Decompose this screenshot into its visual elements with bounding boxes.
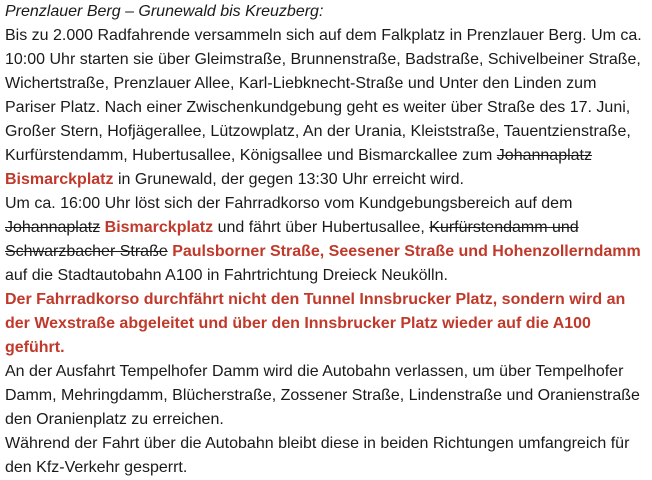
deleted-text: Schwarzbacher Straße — [5, 243, 168, 260]
text-line: Der Fahrradkorso durchfährt nicht den Tunnel Innsbrucker Platz, sondern wird an — [5, 291, 626, 308]
start-paragraph — [5, 24, 647, 192]
text-line: den Oranienplatz zu erreichen. — [5, 411, 224, 428]
text-line: Damm, Mehringdamm, Blücherstraße, Zossener Straße, Lindenstraße und Oranienstraße — [5, 387, 640, 404]
closure-paragraph — [5, 432, 647, 480]
text-line: Großer Stern, Hofjägerallee, Lützowplatz, An der Urania, Kleiststraße, Tauentzienstraße, — [5, 123, 631, 140]
text-run: und fährt über Hubertusallee, — [213, 219, 430, 236]
text-line — [5, 168, 647, 192]
text-line: Pariser Platz. Nach einer Zwischenkundgebung geht es weiter über Straße des 17. Juni, — [5, 99, 631, 116]
text-run: Kurfürstendamm, Hubertusallee, Königsallee und Bismarckallee zum — [5, 147, 497, 164]
text-line — [5, 144, 647, 168]
text-line: Wichertstraße, Prenzlauer Allee, Karl-Liebknecht-Straße und Unter den Linden zum — [5, 75, 597, 92]
inserted-text: Bismarckplatz — [104, 219, 214, 236]
text-line — [5, 240, 647, 264]
deleted-text: Kurfürstendamm und — [429, 219, 579, 236]
deleted-text: Johannaplatz — [496, 147, 592, 164]
text-line: An der Ausfahrt Tempelhofer Damm wird die Autobahn verlassen, um über Tempelhofer — [5, 363, 624, 380]
text-run: in Grunewald, der gegen 13:30 Uhr erreicht wird. — [113, 171, 464, 188]
exit-paragraph — [5, 360, 647, 432]
text-line: geführt. — [5, 339, 65, 356]
text-line — [5, 216, 647, 240]
text-line: auf die Stadtautobahn A100 in Fahrtrichtung Dreieck Neukölln. — [5, 267, 448, 284]
inserted-text: Bismarckplatz — [5, 171, 114, 188]
text-line: Bis zu 2.000 Radfahrende versammeln sich auf dem Falkplatz in Prenzlauer Berg. Um ca. — [5, 27, 642, 44]
tunnel-notice — [5, 288, 647, 360]
text-line: 10:00 Uhr starten sie über Gleimstraße, Brunnenstraße, Badstraße, Schivelbeiner Straße, — [5, 51, 641, 68]
route-heading: Prenzlauer Berg – Grunewald bis Kreuzberg: — [5, 3, 324, 20]
inserted-text: Paulsborner Straße, Seesener Straße und Hohenzollerndamm — [172, 243, 641, 260]
text-line: Während der Fahrt über die Autobahn bleibt diese in beiden Richtungen umfangreich für — [5, 435, 630, 452]
deleted-text: Johannaplatz — [5, 219, 101, 236]
return-paragraph — [5, 192, 647, 288]
text-line: Um ca. 16:00 Uhr löst sich der Fahrradkorso vom Kundgebungsbereich auf dem — [5, 195, 573, 212]
text-line: der Wexstraße abgeleitet und über den Innsbrucker Platz wieder auf die A100 — [5, 315, 591, 332]
text-line: den Kfz-Verkehr gesperrt. — [5, 459, 188, 476]
